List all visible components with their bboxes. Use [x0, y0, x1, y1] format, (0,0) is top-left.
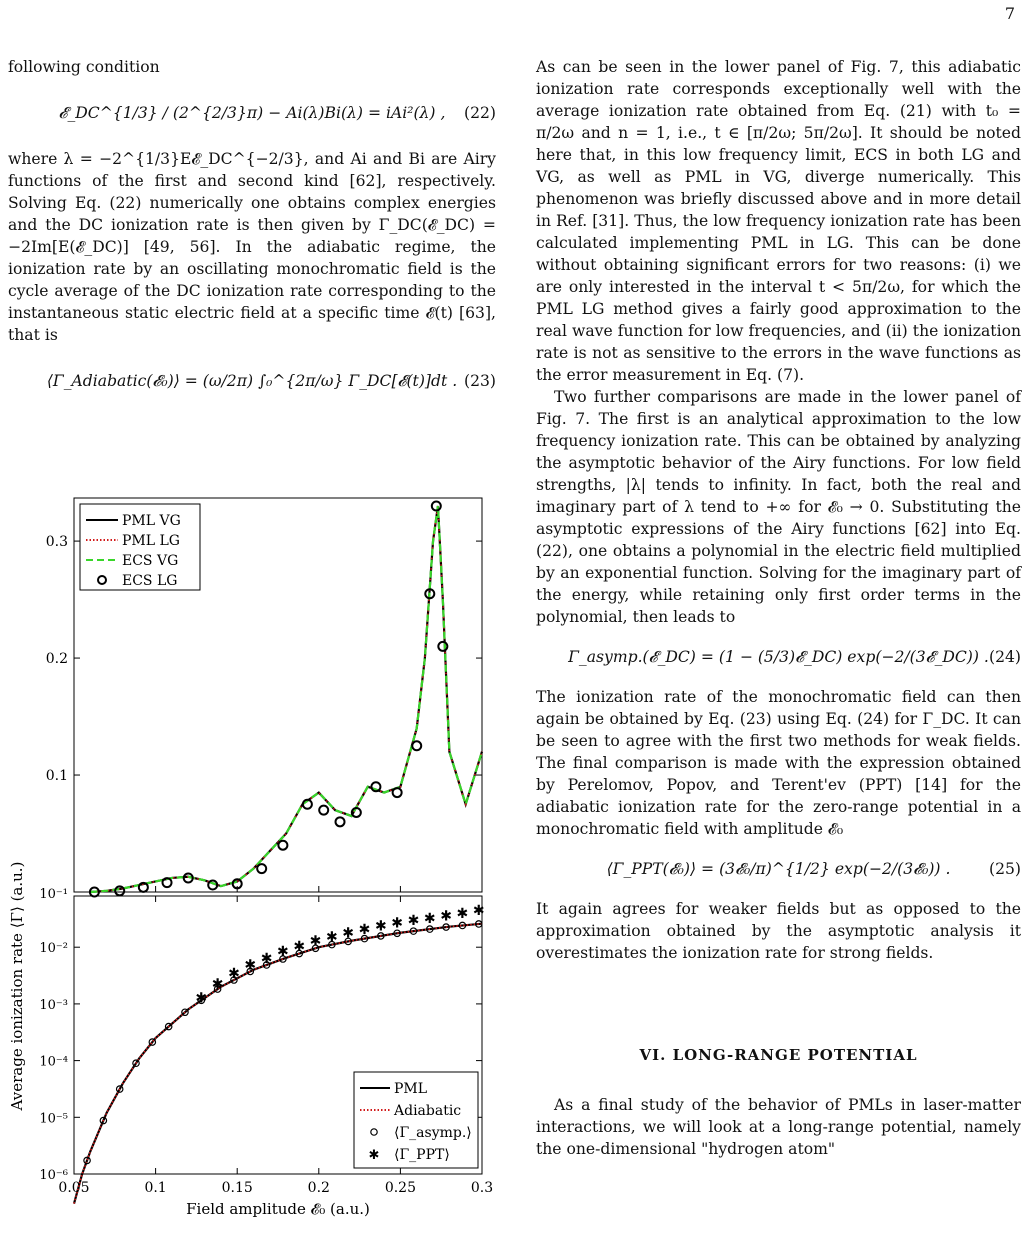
ppt-point: ✱ [195, 990, 208, 1007]
y-tick-label: 0.2 [45, 651, 68, 668]
y-tick-label: 10⁻¹ [39, 887, 68, 902]
paragraph: As a final study of the behavior of PMLs in laser-matter interactions, we will look at a long-range potential, namely the one-dimensional "hydrogen atom" [536, 1096, 1021, 1158]
ppt-point: ✱ [211, 976, 224, 993]
x-tick-label: 0.25 [384, 1180, 416, 1196]
legend-label: ECS VG [122, 553, 179, 569]
ppt-point: ✱ [342, 925, 355, 942]
ppt-point: ✱ [244, 957, 257, 974]
ppt-point: ✱ [456, 906, 469, 923]
paragraph: As can be seen in the lower panel of Fig. 7, this adiabatic ionization rate corresponds exceptionally well with the average ionization rate obtained from Eq. (21) with t₀ = π/2ω and n = 1, i.e., t ∈ [π/2ω; 5π/2ω]. It should be noted here that, in this low frequency limit, ECS in both LG and VG, as well as PML in VG, diverge numerically. This phenomenon was briefly discussed above and in more detail in Ref. [31]. Thus, the low frequency ionization rate has been calculated implementing PML in LG. This can be done without obtaining significant errors for two reasons: (i) we are only interested in the interval t < 5π/2ω, for which the PML LG method gives a fairly good approximation to the real wave function for low frequencies, and (ii) the ionization rate is not as sensitive to the errors in the wave functions as the error measurement in Eq. (7). [536, 58, 1021, 384]
equation-number: (22) [463, 104, 496, 122]
ppt-point: ✱ [325, 929, 338, 946]
equation-text: Γ_asymp.(𝓔_DC) = (1 − (5/3)𝓔_DC) exp(−2/(3𝓔_DC)) . [568, 648, 989, 666]
ecs-lg-point [432, 502, 441, 511]
x-tick-label: 0.3 [470, 1180, 494, 1196]
ppt-point: ✱ [309, 933, 322, 950]
left-column [8, 56, 496, 416]
y-tick-label: 10⁻³ [39, 997, 68, 1013]
x-tick-label: 0.15 [221, 1180, 253, 1196]
legend-label: PML [394, 1081, 428, 1097]
ecs-lg-point [438, 642, 447, 651]
ppt-point: ✱ [391, 915, 404, 932]
paragraph: where λ = −2^{1/3}E𝓔_DC^{−2/3}, and Ai and Bi are Airy functions of the first and second kind [62], respectively. Solving Eq. (22) numerically one obtains complex energies and the DC ionization rate is then given by Γ_DC(𝓔_DC) = −2Im[E(𝓔_DC)] [49, 56]. In the adiabatic regime, the ionization rate by an oscillating monochromatic field is the cycle average of the DC ionization rate corresponding to the instantaneous static electric field at a specific time 𝓔(t) [63], that is [8, 150, 496, 344]
ecs-lg-point [336, 817, 345, 826]
y-tick-label: 10⁻⁴ [39, 1054, 68, 1070]
paragraph: It again agrees for weaker fields but as opposed to the approximation obtained by the asymptotic analysis it overestimates the ionization rate for strong fields. [536, 900, 1021, 962]
x-tick-label: 0.2 [307, 1180, 330, 1196]
ppt-point: ✱ [260, 950, 273, 967]
ecs-lg-point [278, 841, 287, 850]
equation-text: ⟨Γ_Adiabatic(𝓔₀)⟩ = (ω/2π) ∫₀^{2π/ω} Γ_DC[𝓔(t)]dt . [46, 372, 458, 390]
y-tick-label: 10⁻² [39, 941, 68, 957]
y-axis-label: Average ionization rate ⟨Γ⟩ (a.u.) [8, 861, 26, 1111]
figure-7 [0, 490, 500, 1244]
ecs-lg-point [412, 741, 421, 750]
ppt-point: ✱ [358, 921, 371, 938]
ppt-point: ✱ [407, 913, 420, 930]
ecs-lg-point [393, 788, 402, 797]
paragraph: The ionization rate of the monochromatic field can then again be obtained by Eq. (23) using Eq. (24) for Γ_DC. It can be seen to agree with the first two methods for weak fields. The final comparison is made with the expression obtained by Perelomov, Popov, and Terent'ev (PPT) [14] for the adiabatic ionization rate for the zero-range potential in a monochromatic field with amplitude 𝓔₀ [536, 688, 1021, 838]
y-tick-label: 10⁻⁵ [39, 1111, 68, 1127]
x-tick-label: 0.05 [58, 1180, 90, 1196]
legend-label: ECS LG [122, 573, 178, 589]
ecs-lg-point [319, 806, 328, 815]
ppt-point: ✱ [472, 903, 485, 920]
y-tick-label: 0.3 [45, 534, 68, 551]
legend-label: ⟨Γ_asymp.⟩ [394, 1125, 472, 1141]
equation-22 [8, 78, 496, 148]
equation-number: (23) [463, 372, 496, 390]
equation-text: 𝓔_DC^{1/3} / (2^{2/3}π) − Ai(λ)Bi(λ) = iAi²(λ) , [58, 104, 446, 122]
equation-text: ⟨Γ_PPT(𝓔₀)⟩ = (3𝓔₀/π)^{1/2} exp(−2/(3𝓔₀)) . [606, 860, 951, 878]
equation-number: (24) [988, 648, 1021, 666]
legend-label: Adiabatic [394, 1103, 462, 1119]
ppt-point: ✱ [228, 966, 240, 983]
y-tick-label: 10⁻⁶ [39, 1168, 68, 1183]
x-tick-label: 0.1 [144, 1180, 167, 1196]
legend-label: ⟨Γ_PPT⟩ [394, 1147, 450, 1163]
chart-svg [0, 490, 500, 1244]
ppt-point: ✱ [374, 918, 387, 935]
ppt-point: ✱ [277, 944, 289, 961]
equation-25 [536, 840, 1021, 898]
page-number: 7 [1004, 4, 1015, 23]
section-title: VI. LONG-RANGE POTENTIAL [639, 1046, 918, 1064]
equation-23 [8, 346, 496, 416]
right-column [536, 56, 1021, 1160]
legend-marker: ✱ [368, 1148, 380, 1163]
legend-label: PML VG [122, 513, 181, 529]
ecs-lg-point [115, 886, 124, 895]
legend-label: PML LG [122, 533, 180, 549]
y-tick-label: 0.1 [45, 768, 68, 785]
paragraph: Two further comparisons are made in the lower panel of Fig. 7. The first is an analytical approximation to the low frequency ionization rate. This can be obtained by analyzing the asymptotic behavior of the Airy functions. For low field strengths, |λ| tends to infinity. In fact, both the real and imaginary part of λ tend to +∞ for 𝓔₀ → 0. Substituting the asymptotic expressions of the Airy functions [62] into Eq. (22), one obtains a polynomial in the electric field multiplied by an exponential function. Solving for the imaginary part of the energy, while retaining only first order terms in the polynomial, then leads to [536, 388, 1021, 626]
paragraph: following condition [8, 58, 160, 76]
ppt-point: ✱ [423, 910, 436, 927]
equation-number: (25) [988, 860, 1021, 878]
equation-24 [536, 628, 1021, 686]
ppt-point: ✱ [440, 908, 452, 925]
x-axis-label: Field amplitude 𝓔₀ (a.u.) [186, 1200, 370, 1218]
ecs-lg-point [257, 864, 266, 873]
ppt-point: ✱ [293, 939, 306, 956]
